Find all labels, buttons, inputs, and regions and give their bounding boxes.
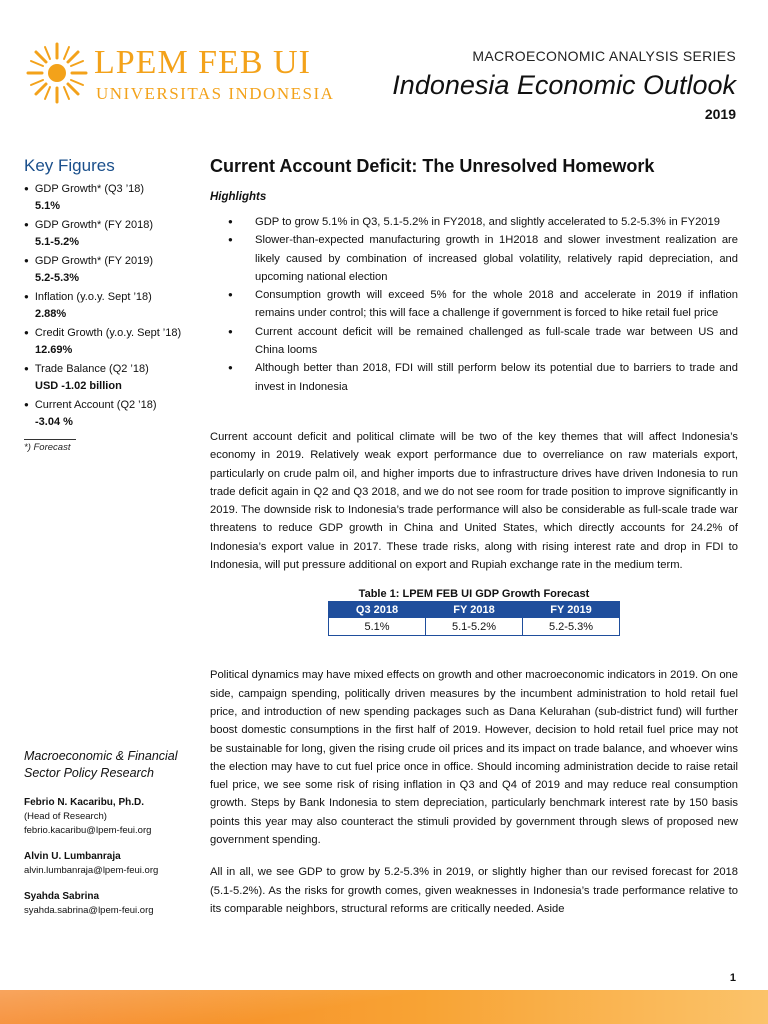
gdp-forecast-table [328,601,620,636]
footer-band [0,990,768,1024]
team-title: Macroeconomic & Financial Sector Policy Research [24,749,178,780]
highlights-title: Highlights [210,191,267,203]
member-name: Alvin U. Lumbanraja [24,851,121,862]
key-figure-value: 2.88% [35,308,67,320]
lpem-logo-icon [24,40,90,106]
key-figure-item [24,216,202,251]
key-figure-value: -3.04 % [35,416,73,428]
key-figure-value: 5.1-5.2% [35,236,80,248]
table-cell: 5.1% [329,618,426,636]
team-member [24,796,204,838]
key-figure-label: ● GDP Growth* (FY 2018) [24,216,202,234]
article [210,156,738,918]
member-email[interactable]: syahda.sabrina@lpem-feui.org [24,905,154,916]
table-cell: 5.1-5.2% [426,618,523,636]
highlight-text: GDP to grow 5.1% in Q3, 5.1-5.2% in FY2018, and slightly accelerated to 5.2-5.3% in FY2019 [255,216,720,228]
table-header-cell: FY 2018 [426,602,523,618]
table-title: Table 1: LPEM FEB UI GDP Growth Forecast [358,588,590,601]
series-label: MACROECONOMIC ANALYSIS SERIES [472,48,736,64]
body-paragraph: Political dynamics may have mixed effects on growth and other macroeconomic indicators in 2019. On one side, campaign spending, politically driven measures by the incumbent administration to hold retail fuel price, and introduction of new spending packages such as Dana Kelurahan (sub-district fund) will further boost domestic consumptions in the first half of 2019. However, decision to hold retail fuel price may not be sustainable for long, given the rising crude oil prices and its impact on trade balance, and whoever wins the election may have to cut fuel price once in office. Should incoming administration decide to raise retail fuel price, we see some risk of rising inflation in Q3 and Q4 of 2019 and may reduce real consumption growth. Steps by Bank Indonesia to stem depreciation, particularly benchmark interest rate by 150 basis points this year may also counteract the stimuli provided by government through slews of proposed new government spending. [210,669,738,847]
key-figure-value: 5.1% [35,200,61,212]
key-figure-item [24,252,202,287]
key-figures-panel [24,156,202,453]
table-header-row [329,602,620,618]
table-row [329,618,620,636]
key-figure-value: 12.69% [35,344,73,356]
highlight-item [210,286,738,323]
key-figure-label: ● Credit Growth (y.o.y. Sept ’18) [24,324,202,342]
member-name: Syahda Sabrina [24,891,100,902]
key-figure-item [24,288,202,323]
key-figure-label: ● Current Account (Q2 ’18) [24,396,202,414]
bullet-icon: ● [228,363,233,373]
bullet-icon: ● [228,217,233,226]
highlight-text: Consumption growth will exceed 5% for the whole 2018 and accelerate in 2019 if inflation remains under control; this will face a challenge if government is forced to hike retail fuel price [255,289,738,320]
body-paragraph: All in all, we see GDP to grow by 5.2-5.3% in 2019, or slightly higher than our revised forecast for 2018 (5.1-5.2%). As the risks for growth comes, given weaknesses in Indonesia’s trade performance relative to its comparable neighbors, structural reforms are critically needed. Aside [210,866,738,915]
highlight-text: Although better than 2018, FDI will still perform below its potential due to barriers to trade and invest in Indonesia [255,362,738,393]
member-name: Febrio N. Kacaribu, Ph.D. [24,797,145,808]
highlight-item [210,213,738,231]
brand-name: LPEM FEB UI [94,44,311,81]
highlight-text: Current account deficit will be remained challenged as full-scale trade war between US and China looms [255,325,738,357]
highlight-text: Slower-than-expected manufacturing growth in 1H2018 and slower investment realization are likely caused by combination of increased global volatility, relatively rapid depreciation, and upcoming national election [255,234,738,283]
article-title: Current Account Deficit: The Unresolved Homework [210,156,655,176]
team-member [24,850,204,878]
gdp-forecast-table-block [210,588,738,636]
bullet-icon: ● [228,235,233,245]
highlight-item [210,359,738,396]
key-figure-label: ● Trade Balance (Q2 ’18) [24,360,202,378]
key-figures-title: Key Figures [24,156,115,175]
research-team-panel [24,748,204,930]
bullet-icon: ● [228,326,233,336]
member-email[interactable]: alvin.lumbanraja@lpem-feui.org [24,865,159,876]
divider [24,439,76,440]
key-figure-item [24,360,202,395]
key-figure-item [24,180,202,215]
key-figure-label: ● Inflation (y.o.y. Sept ’18) [24,288,202,306]
member-role: (Head of Research) [24,811,107,822]
key-figure-label: ● GDP Growth* (Q3 ’18) [24,180,202,198]
table-cell: 5.2-5.3% [523,618,620,636]
key-figure-value: 5.2-5.3% [35,272,80,284]
page-number: 1 [729,972,736,984]
member-email[interactable]: febrio.kacaribu@lpem-feui.org [24,825,152,836]
key-figure-item [24,324,202,359]
highlights-list [210,213,738,396]
report-year: 2019 [704,106,736,122]
table-header-cell: FY 2019 [523,602,620,618]
forecast-note: *) Forecast [24,442,71,453]
table-header-cell: Q3 2018 [329,602,426,618]
brand-subtitle: UNIVERSITAS INDONESIA [96,84,335,103]
key-figure-label: ● GDP Growth* (FY 2019) [24,252,202,270]
report-title: Indonesia Economic Outlook [392,70,736,100]
highlight-item [210,323,738,360]
key-figures-list [24,180,202,431]
team-member [24,890,204,918]
bullet-icon: ● [228,290,233,300]
highlight-item [210,231,738,286]
key-figure-value: USD -1.02 billion [35,380,122,392]
key-figure-item [24,396,202,431]
body-paragraph: Current account deficit and political climate will be two of the key themes that will affect Indonesia’s economy in 2019. Relatively weak export performance due to overreliance on raw materials export, particularly on crude palm oil, and higher imports due to infrastructure drives have driven Indonesia to run trade deficit again in Q2 and Q3 2018, and we do not see room for trade position to improve significantly in 2019. The downside risk to Indonesia’s trade performance will also be considerable as full-scale trade war threatens to reduce GDP growth in China and United States, which directly accounts for 24.2% of Indonesia’s export value in 2017. These trade risks, along with rising interest rate and drop in FDI to Indonesia, will put pressure additional on export and Rupiah exchange rate in the medium term. [210,430,738,572]
